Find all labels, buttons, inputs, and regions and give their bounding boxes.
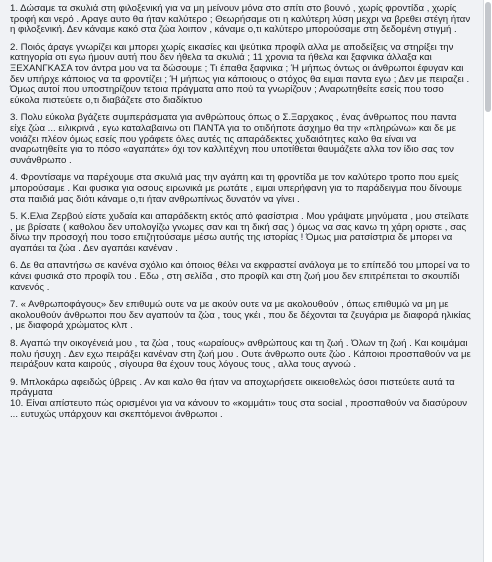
paragraph-7: 7. « Ανθρωποφάγους» δεν επιθυμώ ουτε να με ακούν ουτε να με ακολουθούν , όπως επιθυμώ να μη με ακολουθούν άνθρωποι που δεν αγαπούν τα ζώα , τους γκέι , που δε δέχονται τα ζευγάρια με διαφορά ηλικίας , με διαφορά χρώματος κλπ .: [10, 299, 471, 332]
post-body: [0, 4, 484, 420]
paragraph-2: 2. Ποιός άραγε γνωρίζει και μπορει χωρίς εικασίες και ψεύτικα προφίλ αλλα με αποδείξεις να στηρίξει την κατηγορία οτι εγω ήμουν αυτή που δεν ήθελα τα σκυλιά ; 11 χρονια τα ήθελα και ξαφνικα άλλαξα και ΞΕΧΑΝΓΚΑΣΑ τον άντρα μου να τα δώσουμε ; Τι έπαθα ξαφνικα ; Ή μήπως όντως οι άνθρωποι έφυγαν και δεν υπήρχε κάποιος να τα φροντίζει ; Ή μήπως για κάποιους ο στόχος θα ειμαι παντα εγω ; Δεν με πειραζει . Όμως αυτοί που υποστηρίζουν τετοια πράγματα απο πού τα γνωρίζουν ; Αναρωτηθείτε εσείς που τοσο εύκολα πιστεύετε ο,τι διαβάζετε στο διαδίκτυο: [10, 41, 470, 106]
paragraph-9: 9. Μπλοκάρω αφειδώς ύβρεις . Αν και καλο θα ήταν να αποχωρήσετε οικειοθελώς όσοι πιστεύετε αυτά τα πράγματα: [10, 376, 455, 399]
paragraph-3: 3. Πολυ εύκολα βγάζετε συμπεράσματα για ανθρώπους όπως ο Σ.Ξαρχακος , ένας άνθρωπος που παντα είχε ζώα ... ειλικρινά , εγω καταλαβαινω οτι ΠΑΝΤΑ για το οτιδήποτε άσχημο θα την «πληρώνω» και δε με νοιάζει πλέον όμως εσείς που γράφετε όλες αυτές τις απαράδεκτες χυδαιότητες καλο θα είναι να αναρωτηθείτε για το πόσο «αγαπάτε» όχι τον καλλιτέχνη που υποτίθεται θαυμάζετε αλλα τον ίδιο σας τον συνάνθρωπο .: [10, 112, 457, 166]
paragraph-6: 6. Δε θα απαντήσω σε κανένα σχόλιο και όποιος θέλει να εκφραστεί ανάλογα με το επίπεδό του μπορεί να το κάνει φυσικά στο προφίλ του . Εδω , στη σελίδα , στο προφίλ και στη ζωή μου δεν επιτρέπεται το σκουπίδι κανενός .: [10, 260, 470, 293]
scrollbar-thumb[interactable]: [485, 2, 491, 112]
paragraph-1: 1. Δώσαμε τα σκυλιά στη φιλοξενική για να μη μείνουν μόνα στο σπίτι στο βουνό , χωρίς φροντίδα , χωρίς τροφή και νερό . Αραγε αυτο θα ήταν καλύτερο ; Θεωρήσαμε οτι η καλύτερη λύση μεχρι να βρεθει στέγη ήταν η φιλοξενική. Δεν κάναμε κακό στα ζώα λοιπον , κάναμε ο,τι καλύτερο μπορούσαμε στη δεδομένη στιγμή .: [10, 3, 471, 36]
paragraph-5: 5. Κ.Ελια Ζερβού είστε χυδαία και απαράδεκτη εκτός από φασίστρια . Μου γράψατε μηνύματα , μου στείλατε , με βρίσατε ( καθολου δεν υπολογίζω γνωμες σαν και τη δική σας ) όμως να σας κανω τη χάρη οριστε , σας δίνω την προσοχή που τοσο επιζητούσαμε μέσω αυτής της ιστορίας ! Όμως μια ρατσίστρια δε μπορει να αγαπάει τα ζώα . Δεν αγαπάει κανέναν .: [10, 211, 469, 254]
paragraph-4: 4. Φροντίσαμε να παρέχουμε στα σκυλιά μας την αγάπη και τη φροντίδα με τον καλύτερο τροπο που εμείς μπορούσαμε . Και φυσικα για οσους ειρωνικά με ρωτάτε , ειμαι υπερήφανη για το παράδειγμα που δίνουμε στα παιδιά μας διότι κάναμε ο,τι ήταν ανθρωπίνως δυνατόν να γίνει .: [10, 172, 462, 205]
vertical-scrollbar[interactable]: [484, 0, 492, 562]
paragraph-8: 8. Αγαπώ την οικογένειά μου , τα ζώα , τους «ωραίους» ανθρώπους και τη ζωή . Όλων τη ζωή . Και κοιμάμαι πολυ ήσυχη . Δεν εχω πειράξει κανέναν στη ζωή μου . Ουτε άνθρωπο ουτε ζώο . Κάποιοι προσπαθούν να με πειράξουν κατα καιρούς , σίγουρα θα έχουν τους λόγους τους , αλλα τους αγνοώ .: [10, 338, 471, 371]
paragraph-10: 10. Είναι απίστευτο πώς ορισμένοι για να κάνουν το «κομμάτι» τους στα social , προσπαθούν να διασύρουν ... ευτυχώς υπάρχουν και σκεπτόμενοι άνθρωποι .: [10, 398, 468, 420]
